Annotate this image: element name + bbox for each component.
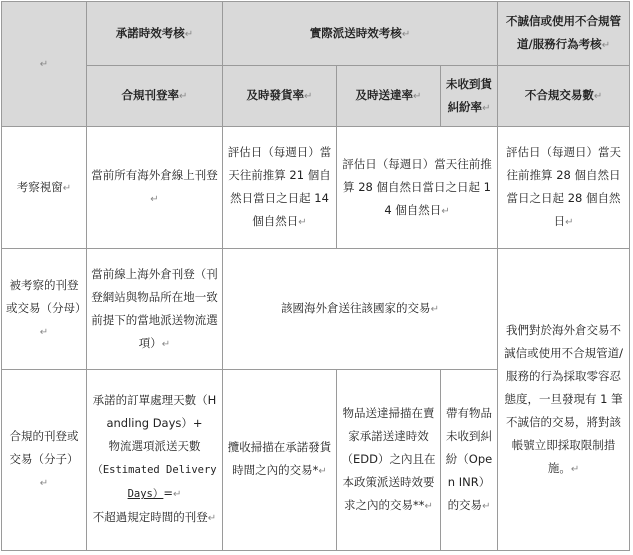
header-compliant-listing-rate <box>87 66 223 126</box>
pilcrow-mark: ↵ <box>318 466 327 478</box>
pilcrow-mark: ↵ <box>184 28 194 40</box>
header-corner-cell <box>2 2 87 127</box>
cell-numerator-shipping <box>223 369 337 550</box>
window-noncompliance-text: 評估日（每週日）當天往前推算 28 個自然日當日之日起 28 個自然日 <box>506 145 622 228</box>
denominator-listing-text: 當前線上海外倉刊登（刊登網站與物品所在地一致前提下的當地派送物流選項） <box>91 266 218 350</box>
pilcrow-mark: ↵ <box>601 40 611 52</box>
pilcrow-mark: ↵ <box>401 28 411 40</box>
header-group3-label: 不誠信或使用不合規管道/服務行為考核 <box>506 14 622 52</box>
window-delivery-text: 評估日（每週日）當天往前推算 28 個自然日當日之日起 14 個自然日 <box>342 156 492 217</box>
equals-sign: = <box>163 486 174 501</box>
cell-window-delivery <box>337 126 498 249</box>
cell-numerator-delivery <box>337 369 441 550</box>
header-col3-label: 及時送達率 <box>355 88 414 102</box>
delivery-days-text: 物流選項派送天數 <box>108 439 201 454</box>
estimated-delivery-text: （Estimated Delivery <box>92 464 217 477</box>
window-shipping-text: 評估日（每週日）當天往前推算 21 個自然日當日之日起 14 個自然日 <box>227 145 332 228</box>
pilcrow-mark: ↵ <box>570 463 580 475</box>
cell-denominator-transactions <box>223 249 498 370</box>
numerator-delivery-text: 物品送達掃描在賣家承諾送達時效（EDD）之內且在本政策派送時效要求之內的交易** <box>341 405 436 512</box>
pilcrow-mark: ↵ <box>173 489 182 501</box>
cell-window-noncompliance <box>498 126 630 249</box>
header-actual-delivery-timeliness <box>223 2 498 66</box>
numerator-shipping-text: 攬收掃描在承諾發貨時間之內的交易* <box>227 440 332 478</box>
listing-within-time-text: 不超過規定時間的刊登 <box>92 510 208 525</box>
pilcrow-mark: ↵ <box>39 58 49 70</box>
pilcrow-mark: ↵ <box>441 205 450 217</box>
cell-numerator-inr <box>441 369 498 550</box>
header-on-time-delivery-rate <box>337 66 441 126</box>
pilcrow-mark: ↵ <box>482 102 491 114</box>
pilcrow-mark: ↵ <box>304 91 313 102</box>
pilcrow-mark: ↵ <box>593 91 603 102</box>
pilcrow-mark: ↵ <box>298 217 307 228</box>
pilcrow-mark: ↵ <box>424 500 433 512</box>
policy-table <box>1 1 630 551</box>
pilcrow-mark: ↵ <box>565 217 574 228</box>
pilcrow-mark: ↵ <box>482 500 491 512</box>
header-col1-label: 合規刊登率 <box>121 88 180 102</box>
pilcrow-mark: ↵ <box>39 477 49 489</box>
handling-days-text: 承諾的訂單處理天數（Handling Days）+ <box>92 393 217 431</box>
header-on-time-shipping-rate <box>223 66 337 126</box>
row-denominator-label: 被考察的刊登或交易（分母） <box>6 278 87 316</box>
row-numerator-label: 合規的刊登或交易（分子） <box>9 428 79 466</box>
header-non-compliant-transactions <box>498 66 630 126</box>
row-label-numerator <box>2 369 87 550</box>
pilcrow-mark: ↵ <box>39 327 49 339</box>
cell-denominator-listing <box>87 249 223 370</box>
header-col4-label: 未收到貨糾紛率 <box>446 76 493 114</box>
cell-numerator-listing <box>87 369 223 550</box>
pilcrow-mark: ↵ <box>62 182 72 194</box>
pilcrow-mark: ↵ <box>179 91 188 102</box>
window-listing-text: 當前所有海外倉線上刊登 <box>91 168 218 182</box>
header-commitment-timeliness <box>87 2 223 66</box>
cell-zero-tolerance-policy <box>498 249 630 551</box>
header-group1-label: 承諾時效考核 <box>115 25 185 40</box>
cell-window-listing <box>87 126 223 249</box>
pilcrow-mark: ↵ <box>150 194 159 205</box>
pilcrow-mark: ↵ <box>161 338 171 350</box>
pilcrow-mark: ↵ <box>413 91 422 102</box>
header-col2-label: 及時發貨率 <box>246 88 305 102</box>
numerator-inr-text: 帶有物品未收到糾紛（Open INR）的交易 <box>445 405 493 512</box>
header-non-compliance <box>498 2 630 66</box>
cell-window-shipping <box>223 126 337 249</box>
denominator-transactions-text: 該國海外倉送往該國家的交易 <box>281 301 431 316</box>
row-label-denominator <box>2 249 87 370</box>
row-window-label: 考察視窗 <box>16 179 63 194</box>
header-group2-label: 實際派送時效考核 <box>309 25 402 40</box>
zero-tolerance-text: 我們對於海外倉交易不誠信或使用不合規管道/服務的行為採取零容忍態度，一旦發現有 1 筆不誠信的交易，將對該帳號立即採取限制措施。 <box>504 322 623 475</box>
days-underlined-text: Days） <box>127 488 164 501</box>
row-label-window <box>2 126 87 249</box>
header-inr-dispute-rate <box>441 66 498 126</box>
header-col5-label: 不合規交易數 <box>524 88 594 102</box>
pilcrow-mark: ↵ <box>430 304 439 316</box>
pilcrow-mark: ↵ <box>207 513 217 525</box>
